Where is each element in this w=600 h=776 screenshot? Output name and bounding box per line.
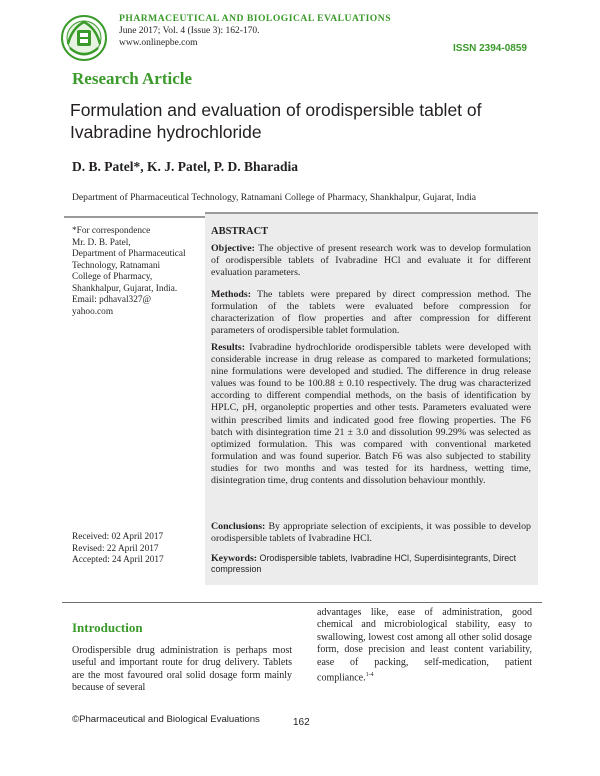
keywords-text: Orodispersible tablets, Ivabradine HCl, Superdisintegrants, Direct compression	[211, 553, 517, 574]
section-divider	[62, 602, 542, 603]
revised-date: Revised: 22 April 2017	[72, 543, 159, 554]
objective-label: Objective:	[211, 243, 255, 254]
authors: D. B. Patel*, K. J. Patel, P. D. Bharadia	[72, 159, 298, 174]
issn: ISSN 2394-0859	[453, 43, 527, 54]
article-dates	[72, 532, 202, 567]
journal-website[interactable]: www.onlinepbe.com	[119, 38, 198, 48]
correspondence-line: Shankhalpur, Gujarat, India.	[72, 283, 178, 294]
abstract-results	[211, 342, 531, 487]
footer-copyright: ©Pharmaceutical and Biological Evaluations	[72, 714, 260, 725]
keywords-label: Keywords:	[211, 553, 258, 564]
abstract-conclusions	[211, 521, 531, 545]
article-type: Research Article	[72, 69, 193, 88]
correspondence	[72, 226, 202, 318]
objective-text: The objective of present research work was to develop formulation of orodispersible tablets of Ivabradine HCl and evaluate it for different evaluation parameters.	[211, 243, 531, 279]
introduction-col2	[317, 607, 532, 685]
issue-info: June 2017; Vol. 4 (Issue 3): 162-170.	[119, 26, 260, 36]
received-date: Received: 02 April 2017	[72, 532, 164, 542]
methods-label: Methods:	[211, 289, 252, 300]
correspondence-line: Department of Pharmaceutical	[72, 249, 186, 259]
citation-ref[interactable]: 1-4	[365, 672, 374, 679]
page-number: 162	[293, 717, 310, 728]
abstract-methods	[211, 289, 531, 337]
methods-text: The tablets were prepared by direct compression method. The formulation of the tablets were evaluated before compression for characterization of flow properties and after compression for different parameters of orodispersible tablet formulation.	[211, 289, 531, 337]
accepted-date: Accepted: 24 April 2017	[72, 555, 164, 566]
results-text: Ivabradine hydrochloride orodispersible tablets were developed with considerable increase in drug release as compared to marketed formulations; nine formulations were developed and studied. The difference in drug release values was found to be 100.88 ± 0.10 respectively. The drug was characterized according to different compendial methods, on the basis of identification by HPLC, pH, organoleptic properties and other tests. Parameters evaluated were within prescribed limits and indicated good free flowing properties. The F6 batch with disintegration time 21 ± 3.0 and dissolution 99.29% was selected as optimized formulation. This was compared with conventional marketed formulation and was found superior. Batch F6 was also subjected to stability studies for two months and was tested for its hardness, wetting time, disintegration time, drug contents and dissolution behaviour monthly.	[211, 342, 531, 487]
correspondence-line: Mr. D. B. Patel,	[72, 237, 131, 248]
correspondence-line: *For correspondence	[72, 226, 151, 236]
article-title	[70, 99, 540, 143]
conclusions-label: Conclusions:	[211, 521, 266, 532]
correspondence-line: College of Pharmacy,	[72, 272, 153, 282]
keywords	[211, 553, 531, 575]
title-line-2: Ivabradine hydrochloride	[70, 122, 262, 142]
abstract-heading: ABSTRACT	[211, 226, 269, 237]
correspondence-email[interactable]: yahoo.com	[72, 306, 114, 317]
introduction-heading: Introduction	[72, 620, 143, 635]
affiliation: Department of Pharmaceutical Technology, Ratnamani College of Pharmacy, Shankhalpur, Gujarat, India	[72, 192, 477, 203]
abstract-objective	[211, 243, 531, 279]
introduction-col1: Orodispersible drug administration is perhaps most useful and important route for drug delivery. Tablets are the most favoured oral solid dosage form mainly because of several	[72, 645, 292, 694]
title-line-1: Formulation and evaluation of orodispersible tablet of	[70, 100, 482, 120]
journal-name: PHARMACEUTICAL AND BIOLOGICAL EVALUATIONS	[119, 13, 392, 24]
journal-logo-icon	[60, 14, 108, 62]
correspondence-line: Technology, Ratnamani	[72, 260, 161, 271]
correspondence-email[interactable]: Email: pdhaval327@	[72, 295, 152, 305]
results-label: Results:	[211, 342, 246, 353]
introduction-col2-text: advantages like, ease of administration, good chemical and microbiological stability, easy to swallowing, lowest cost among all other solid dosage form, dose precision and least content variability, ease of packing, self-medication, patient compliance.	[317, 607, 532, 684]
conclusions-text: By appropriate selection of excipients, it was possible to develop orodispersible tablets of Ivabradine HCl.	[211, 521, 531, 545]
